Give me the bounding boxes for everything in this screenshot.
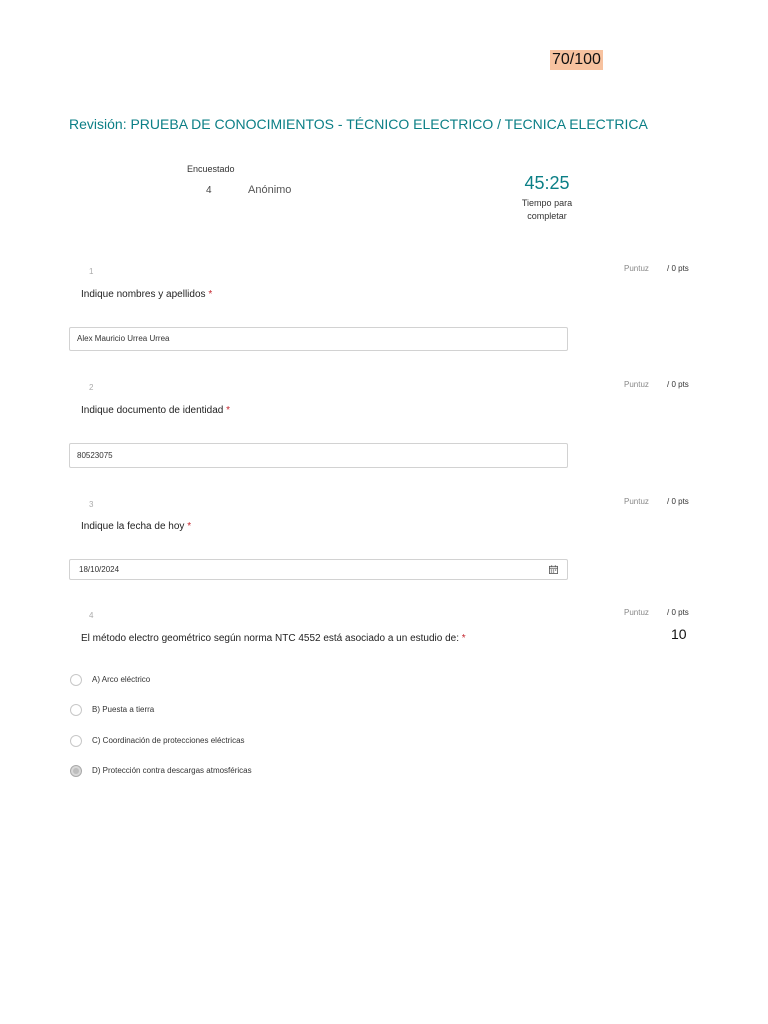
option-c[interactable]: [70, 735, 370, 749]
points-value: / 0 pts: [667, 380, 689, 389]
question-text: [81, 405, 230, 416]
radio-button[interactable]: [70, 735, 82, 747]
radio-button-selected[interactable]: [70, 765, 82, 777]
required-marker: *: [226, 405, 231, 416]
points-value: / 0 pts: [667, 264, 689, 273]
time-label-line1: Tiempo para: [521, 198, 573, 208]
option-label: C) Coordinación de protecciones eléctricas: [92, 736, 245, 745]
score-badge: 70/100: [552, 51, 601, 68]
option-label: B) Puesta a tierra: [92, 705, 155, 714]
points-label: Puntuz: [624, 380, 649, 389]
option-b[interactable]: [70, 704, 370, 718]
time-to-complete-value: 45:25: [524, 173, 570, 193]
handwritten-grade: 10: [671, 626, 687, 642]
required-marker: *: [461, 633, 466, 644]
time-to-complete-label: [505, 197, 589, 223]
time-label-line2: completar: [527, 211, 567, 221]
page-title: Revisión: PRUEBA DE CONOCIMIENTOS - TÉCNICO ELECTRICO / TECNICA ELECTRICA: [69, 116, 648, 132]
question-text: [81, 633, 466, 644]
date-value: 18/10/2024: [79, 565, 120, 574]
question-number: 3: [89, 500, 94, 509]
respondent-number: 4: [206, 185, 212, 196]
calendar-icon[interactable]: [549, 565, 558, 574]
respondent-name: Anónimo: [248, 184, 292, 196]
answer-field-name[interactable]: Alex Mauricio Urrea Urrea: [69, 327, 568, 351]
question-label: Indique documento de identidad: [81, 405, 224, 416]
points-label: Puntuz: [624, 497, 649, 506]
option-label: A) Arco eléctrico: [92, 675, 151, 684]
respondent-label: Encuestado: [187, 164, 235, 174]
question-number: 1: [89, 267, 94, 276]
option-d[interactable]: [70, 765, 370, 779]
question-number: 2: [89, 383, 94, 392]
points-value: / 0 pts: [667, 608, 689, 617]
date-field[interactable]: [69, 559, 568, 580]
required-marker: *: [187, 521, 192, 532]
question-text: [81, 289, 212, 300]
option-a[interactable]: [70, 674, 370, 688]
points-value: / 0 pts: [667, 497, 689, 506]
radio-button[interactable]: [70, 674, 82, 686]
points-label: Puntuz: [624, 264, 649, 273]
question-number: 4: [89, 611, 94, 620]
question-label: Indique la fecha de hoy: [81, 521, 185, 532]
question-label: Indique nombres y apellidos: [81, 289, 206, 300]
radio-button[interactable]: [70, 704, 82, 716]
question-text: [81, 521, 191, 532]
question-label: El método electro geométrico según norma NTC 4552 está asociado a un estudio de:: [81, 633, 459, 644]
option-label: D) Protección contra descargas atmosféricas: [92, 766, 252, 775]
points-label: Puntuz: [624, 608, 649, 617]
required-marker: *: [208, 289, 213, 300]
answer-field-id[interactable]: 80523075: [69, 443, 568, 468]
